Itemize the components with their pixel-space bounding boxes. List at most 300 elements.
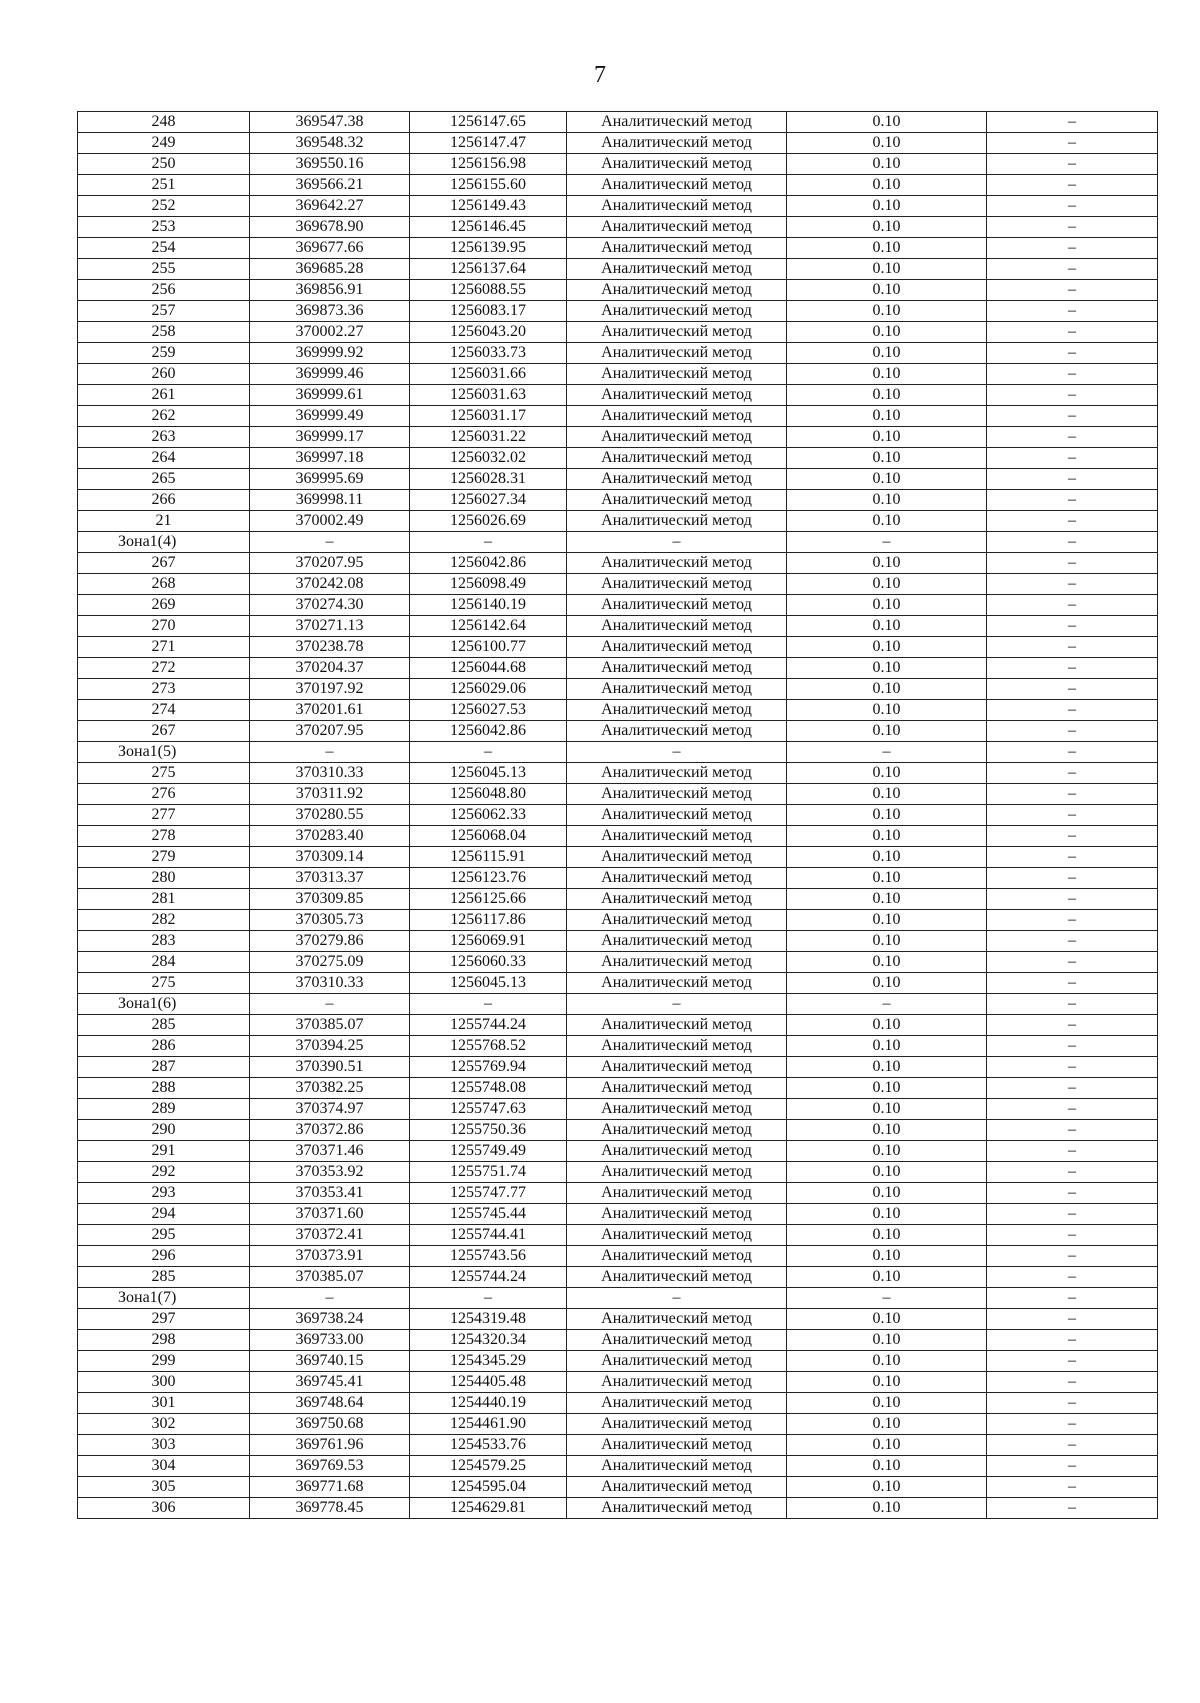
table-row [78, 763, 1158, 784]
y-coordinate-cell: – [410, 532, 567, 553]
method-cell: Аналитический метод [567, 1435, 787, 1456]
x-coordinate-cell: 370283.40 [250, 826, 410, 847]
description-cell: – [987, 1183, 1158, 1204]
x-coordinate-cell: 369998.11 [250, 490, 410, 511]
accuracy-cell: 0.10 [787, 1204, 987, 1225]
coordinates-table-body [78, 112, 1158, 1519]
description-cell: – [987, 1141, 1158, 1162]
table-row [78, 1225, 1158, 1246]
x-coordinate-cell: 370204.37 [250, 658, 410, 679]
y-coordinate-cell: 1256156.98 [410, 154, 567, 175]
y-coordinate-cell: 1256100.77 [410, 637, 567, 658]
y-coordinate-cell: 1256147.47 [410, 133, 567, 154]
y-coordinate-cell: 1256033.73 [410, 343, 567, 364]
y-coordinate-cell: 1256031.63 [410, 385, 567, 406]
method-cell: Аналитический метод [567, 1141, 787, 1162]
method-cell: Аналитический метод [567, 280, 787, 301]
description-cell: – [987, 1078, 1158, 1099]
point-number-cell: 287 [78, 1057, 250, 1078]
point-number-cell: 254 [78, 238, 250, 259]
x-coordinate-cell: 370374.97 [250, 1099, 410, 1120]
description-cell: – [987, 994, 1158, 1015]
method-cell: Аналитический метод [567, 1351, 787, 1372]
accuracy-cell: 0.10 [787, 1330, 987, 1351]
y-coordinate-cell: 1254345.29 [410, 1351, 567, 1372]
point-number-cell: 251 [78, 175, 250, 196]
accuracy-cell: 0.10 [787, 1351, 987, 1372]
method-cell: Аналитический метод [567, 1183, 787, 1204]
x-coordinate-cell: 369999.49 [250, 406, 410, 427]
method-cell: Аналитический метод [567, 1015, 787, 1036]
description-cell: – [987, 1330, 1158, 1351]
description-cell: – [987, 301, 1158, 322]
point-number-cell: 283 [78, 931, 250, 952]
zone-header-row [78, 994, 1158, 1015]
description-cell: – [987, 511, 1158, 532]
point-number-cell: 306 [78, 1498, 250, 1519]
description-cell: – [987, 343, 1158, 364]
description-cell: – [987, 700, 1158, 721]
table-row [78, 1393, 1158, 1414]
y-coordinate-cell: 1256060.33 [410, 952, 567, 973]
method-cell: Аналитический метод [567, 1393, 787, 1414]
description-cell: – [987, 889, 1158, 910]
table-row [78, 1015, 1158, 1036]
accuracy-cell: 0.10 [787, 931, 987, 952]
accuracy-cell: 0.10 [787, 238, 987, 259]
table-row [78, 826, 1158, 847]
method-cell: Аналитический метод [567, 1477, 787, 1498]
table-row [78, 1351, 1158, 1372]
y-coordinate-cell: 1256068.04 [410, 826, 567, 847]
x-coordinate-cell: 369547.38 [250, 112, 410, 133]
accuracy-cell: 0.10 [787, 1225, 987, 1246]
method-cell: Аналитический метод [567, 1036, 787, 1057]
description-cell: – [987, 532, 1158, 553]
table-row [78, 553, 1158, 574]
description-cell: – [987, 763, 1158, 784]
description-cell: – [987, 805, 1158, 826]
table-row [78, 700, 1158, 721]
point-number-cell: 268 [78, 574, 250, 595]
x-coordinate-cell: – [250, 994, 410, 1015]
table-row [78, 406, 1158, 427]
accuracy-cell: – [787, 994, 987, 1015]
y-coordinate-cell: 1256031.66 [410, 364, 567, 385]
point-number-cell: 297 [78, 1309, 250, 1330]
point-number-cell: 280 [78, 868, 250, 889]
method-cell: Аналитический метод [567, 1267, 787, 1288]
y-coordinate-cell: 1256140.19 [410, 595, 567, 616]
x-coordinate-cell: 370238.78 [250, 637, 410, 658]
accuracy-cell: 0.10 [787, 868, 987, 889]
y-coordinate-cell: 1255745.44 [410, 1204, 567, 1225]
accuracy-cell: 0.10 [787, 1141, 987, 1162]
table-row [78, 1309, 1158, 1330]
table-row [78, 1141, 1158, 1162]
x-coordinate-cell: 370385.07 [250, 1015, 410, 1036]
description-cell: – [987, 1435, 1158, 1456]
description-cell: – [987, 952, 1158, 973]
accuracy-cell: 0.10 [787, 1267, 987, 1288]
zone-header-row [78, 1288, 1158, 1309]
accuracy-cell: 0.10 [787, 1036, 987, 1057]
method-cell: Аналитический метод [567, 1456, 787, 1477]
y-coordinate-cell: 1255751.74 [410, 1162, 567, 1183]
method-cell: Аналитический метод [567, 679, 787, 700]
accuracy-cell: 0.10 [787, 1120, 987, 1141]
description-cell: – [987, 1414, 1158, 1435]
table-row [78, 1330, 1158, 1351]
y-coordinate-cell: 1256117.86 [410, 910, 567, 931]
y-coordinate-cell: 1256027.53 [410, 700, 567, 721]
accuracy-cell: 0.10 [787, 910, 987, 931]
point-number-cell: 267 [78, 553, 250, 574]
table-row [78, 1246, 1158, 1267]
point-number-cell: 264 [78, 448, 250, 469]
table-row [78, 1477, 1158, 1498]
point-number-cell: 288 [78, 1078, 250, 1099]
x-coordinate-cell: 370311.92 [250, 784, 410, 805]
point-number-cell: 266 [78, 490, 250, 511]
table-row [78, 574, 1158, 595]
y-coordinate-cell: 1256139.95 [410, 238, 567, 259]
method-cell: – [567, 994, 787, 1015]
x-coordinate-cell: 369740.15 [250, 1351, 410, 1372]
x-coordinate-cell: 369999.46 [250, 364, 410, 385]
table-row [78, 1036, 1158, 1057]
table-row [78, 1162, 1158, 1183]
point-number-cell: 270 [78, 616, 250, 637]
method-cell: Аналитический метод [567, 574, 787, 595]
point-number-cell: 256 [78, 280, 250, 301]
x-coordinate-cell: 370310.33 [250, 763, 410, 784]
point-number-cell: 258 [78, 322, 250, 343]
y-coordinate-cell: 1254533.76 [410, 1435, 567, 1456]
method-cell: Аналитический метод [567, 1099, 787, 1120]
x-coordinate-cell: 369997.18 [250, 448, 410, 469]
table-row [78, 1414, 1158, 1435]
method-cell: Аналитический метод [567, 1120, 787, 1141]
point-number-cell: 272 [78, 658, 250, 679]
description-cell: – [987, 1204, 1158, 1225]
description-cell: – [987, 1120, 1158, 1141]
y-coordinate-cell: 1256088.55 [410, 280, 567, 301]
table-row [78, 469, 1158, 490]
description-cell: – [987, 238, 1158, 259]
description-cell: – [987, 1225, 1158, 1246]
method-cell: Аналитический метод [567, 721, 787, 742]
accuracy-cell: 0.10 [787, 490, 987, 511]
accuracy-cell: 0.10 [787, 1015, 987, 1036]
method-cell: Аналитический метод [567, 1330, 787, 1351]
x-coordinate-cell: 370002.27 [250, 322, 410, 343]
point-number-cell: 275 [78, 973, 250, 994]
accuracy-cell: 0.10 [787, 553, 987, 574]
y-coordinate-cell: 1256142.64 [410, 616, 567, 637]
y-coordinate-cell: – [410, 1288, 567, 1309]
description-cell: – [987, 364, 1158, 385]
table-row [78, 931, 1158, 952]
y-coordinate-cell: 1254405.48 [410, 1372, 567, 1393]
accuracy-cell: 0.10 [787, 805, 987, 826]
table-row [78, 385, 1158, 406]
table-row [78, 1267, 1158, 1288]
description-cell: – [987, 868, 1158, 889]
y-coordinate-cell: 1256026.69 [410, 511, 567, 532]
point-number-cell: 299 [78, 1351, 250, 1372]
point-number-cell: 298 [78, 1330, 250, 1351]
accuracy-cell: 0.10 [787, 637, 987, 658]
x-coordinate-cell: 369733.00 [250, 1330, 410, 1351]
description-cell: – [987, 1057, 1158, 1078]
method-cell: Аналитический метод [567, 490, 787, 511]
accuracy-cell: 0.10 [787, 280, 987, 301]
accuracy-cell: 0.10 [787, 826, 987, 847]
point-number-cell: 286 [78, 1036, 250, 1057]
accuracy-cell: 0.10 [787, 343, 987, 364]
x-coordinate-cell: 369856.91 [250, 280, 410, 301]
point-number-cell: 305 [78, 1477, 250, 1498]
point-number-cell: 292 [78, 1162, 250, 1183]
table-row [78, 364, 1158, 385]
accuracy-cell: 0.10 [787, 784, 987, 805]
zone-header-row [78, 532, 1158, 553]
description-cell: – [987, 133, 1158, 154]
method-cell: Аналитический метод [567, 910, 787, 931]
y-coordinate-cell: 1256027.34 [410, 490, 567, 511]
method-cell: Аналитический метод [567, 259, 787, 280]
method-cell: Аналитический метод [567, 616, 787, 637]
method-cell: Аналитический метод [567, 364, 787, 385]
accuracy-cell: 0.10 [787, 1057, 987, 1078]
y-coordinate-cell: 1255744.41 [410, 1225, 567, 1246]
y-coordinate-cell: 1255747.77 [410, 1183, 567, 1204]
method-cell: Аналитический метод [567, 553, 787, 574]
method-cell: Аналитический метод [567, 469, 787, 490]
accuracy-cell: 0.10 [787, 217, 987, 238]
description-cell: – [987, 658, 1158, 679]
description-cell: – [987, 595, 1158, 616]
x-coordinate-cell: 369548.32 [250, 133, 410, 154]
point-number-cell: Зона1(4) [78, 532, 250, 553]
accuracy-cell: 0.10 [787, 1435, 987, 1456]
accuracy-cell: 0.10 [787, 112, 987, 133]
x-coordinate-cell: 370002.49 [250, 511, 410, 532]
point-number-cell: Зона1(6) [78, 994, 250, 1015]
description-cell: – [987, 973, 1158, 994]
table-row [78, 868, 1158, 889]
y-coordinate-cell: 1256146.45 [410, 217, 567, 238]
accuracy-cell: 0.10 [787, 658, 987, 679]
method-cell: Аналитический метод [567, 1204, 787, 1225]
x-coordinate-cell: 370373.91 [250, 1246, 410, 1267]
x-coordinate-cell: 370305.73 [250, 910, 410, 931]
method-cell: Аналитический метод [567, 1078, 787, 1099]
table-row [78, 217, 1158, 238]
table-row [78, 322, 1158, 343]
y-coordinate-cell: 1254320.34 [410, 1330, 567, 1351]
table-row [78, 1498, 1158, 1519]
x-coordinate-cell: 369745.41 [250, 1372, 410, 1393]
table-row [78, 1078, 1158, 1099]
x-coordinate-cell: 370309.14 [250, 847, 410, 868]
point-number-cell: 253 [78, 217, 250, 238]
method-cell: Аналитический метод [567, 511, 787, 532]
method-cell: Аналитический метод [567, 1309, 787, 1330]
accuracy-cell: 0.10 [787, 1393, 987, 1414]
description-cell: – [987, 742, 1158, 763]
y-coordinate-cell: 1256069.91 [410, 931, 567, 952]
x-coordinate-cell: 369999.17 [250, 427, 410, 448]
x-coordinate-cell: 370275.09 [250, 952, 410, 973]
point-number-cell: 289 [78, 1099, 250, 1120]
y-coordinate-cell: – [410, 994, 567, 1015]
method-cell: Аналитический метод [567, 133, 787, 154]
point-number-cell: 269 [78, 595, 250, 616]
method-cell: Аналитический метод [567, 322, 787, 343]
x-coordinate-cell: – [250, 742, 410, 763]
point-number-cell: 301 [78, 1393, 250, 1414]
method-cell: Аналитический метод [567, 196, 787, 217]
y-coordinate-cell: 1254440.19 [410, 1393, 567, 1414]
accuracy-cell: 0.10 [787, 175, 987, 196]
description-cell: – [987, 574, 1158, 595]
table-row [78, 112, 1158, 133]
x-coordinate-cell: 370309.85 [250, 889, 410, 910]
y-coordinate-cell: 1254461.90 [410, 1414, 567, 1435]
table-row [78, 973, 1158, 994]
x-coordinate-cell: 370207.95 [250, 721, 410, 742]
accuracy-cell: 0.10 [787, 469, 987, 490]
x-coordinate-cell: – [250, 1288, 410, 1309]
point-number-cell: 294 [78, 1204, 250, 1225]
table-row [78, 1435, 1158, 1456]
method-cell: Аналитический метод [567, 1372, 787, 1393]
description-cell: – [987, 1288, 1158, 1309]
y-coordinate-cell: 1254579.25 [410, 1456, 567, 1477]
table-row [78, 889, 1158, 910]
description-cell: – [987, 469, 1158, 490]
y-coordinate-cell: 1256044.68 [410, 658, 567, 679]
accuracy-cell: – [787, 742, 987, 763]
x-coordinate-cell: 370201.61 [250, 700, 410, 721]
description-cell: – [987, 280, 1158, 301]
point-number-cell: 285 [78, 1015, 250, 1036]
point-number-cell: 259 [78, 343, 250, 364]
accuracy-cell: 0.10 [787, 301, 987, 322]
x-coordinate-cell: 369550.16 [250, 154, 410, 175]
point-number-cell: 271 [78, 637, 250, 658]
point-number-cell: 293 [78, 1183, 250, 1204]
x-coordinate-cell: 369750.68 [250, 1414, 410, 1435]
point-number-cell: 260 [78, 364, 250, 385]
y-coordinate-cell: 1256147.65 [410, 112, 567, 133]
description-cell: – [987, 637, 1158, 658]
accuracy-cell: 0.10 [787, 385, 987, 406]
accuracy-cell: 0.10 [787, 427, 987, 448]
point-number-cell: 276 [78, 784, 250, 805]
table-row [78, 1057, 1158, 1078]
description-cell: – [987, 910, 1158, 931]
accuracy-cell: 0.10 [787, 1078, 987, 1099]
point-number-cell: 281 [78, 889, 250, 910]
y-coordinate-cell: 1256137.64 [410, 259, 567, 280]
accuracy-cell: 0.10 [787, 889, 987, 910]
x-coordinate-cell: 369685.28 [250, 259, 410, 280]
y-coordinate-cell: 1256042.86 [410, 553, 567, 574]
y-coordinate-cell: 1254629.81 [410, 1498, 567, 1519]
method-cell: Аналитический метод [567, 931, 787, 952]
x-coordinate-cell: 369738.24 [250, 1309, 410, 1330]
x-coordinate-cell: 370371.46 [250, 1141, 410, 1162]
point-number-cell: 300 [78, 1372, 250, 1393]
description-cell: – [987, 196, 1158, 217]
table-row [78, 847, 1158, 868]
accuracy-cell: 0.10 [787, 448, 987, 469]
coordinates-table [77, 111, 1158, 1519]
accuracy-cell: 0.10 [787, 154, 987, 175]
table-row [78, 952, 1158, 973]
point-number-cell: 250 [78, 154, 250, 175]
y-coordinate-cell: 1256155.60 [410, 175, 567, 196]
description-cell: – [987, 1015, 1158, 1036]
table-row [78, 637, 1158, 658]
method-cell: Аналитический метод [567, 595, 787, 616]
x-coordinate-cell: 369778.45 [250, 1498, 410, 1519]
description-cell: – [987, 1162, 1158, 1183]
point-number-cell: 303 [78, 1435, 250, 1456]
point-number-cell: Зона1(7) [78, 1288, 250, 1309]
y-coordinate-cell: 1254595.04 [410, 1477, 567, 1498]
table-row [78, 490, 1158, 511]
table-row [78, 133, 1158, 154]
x-coordinate-cell: 370242.08 [250, 574, 410, 595]
method-cell: Аналитический метод [567, 847, 787, 868]
table-row [78, 1183, 1158, 1204]
x-coordinate-cell: 369642.27 [250, 196, 410, 217]
table-row [78, 238, 1158, 259]
method-cell: Аналитический метод [567, 154, 787, 175]
accuracy-cell: 0.10 [787, 1183, 987, 1204]
method-cell: Аналитический метод [567, 238, 787, 259]
x-coordinate-cell: 369677.66 [250, 238, 410, 259]
method-cell: Аналитический метод [567, 175, 787, 196]
method-cell: Аналитический метод [567, 952, 787, 973]
method-cell: Аналитический метод [567, 406, 787, 427]
table-row [78, 196, 1158, 217]
method-cell: Аналитический метод [567, 1057, 787, 1078]
y-coordinate-cell: 1255768.52 [410, 1036, 567, 1057]
y-coordinate-cell: – [410, 742, 567, 763]
point-number-cell: 262 [78, 406, 250, 427]
table-row [78, 658, 1158, 679]
accuracy-cell: 0.10 [787, 1099, 987, 1120]
x-coordinate-cell: 370372.41 [250, 1225, 410, 1246]
accuracy-cell: 0.10 [787, 574, 987, 595]
description-cell: – [987, 847, 1158, 868]
y-coordinate-cell: 1256048.80 [410, 784, 567, 805]
description-cell: – [987, 1036, 1158, 1057]
accuracy-cell: 0.10 [787, 847, 987, 868]
accuracy-cell: – [787, 532, 987, 553]
description-cell: – [987, 385, 1158, 406]
accuracy-cell: 0.10 [787, 763, 987, 784]
description-cell: – [987, 1393, 1158, 1414]
table-row [78, 1099, 1158, 1120]
x-coordinate-cell: 370394.25 [250, 1036, 410, 1057]
method-cell: Аналитический метод [567, 658, 787, 679]
